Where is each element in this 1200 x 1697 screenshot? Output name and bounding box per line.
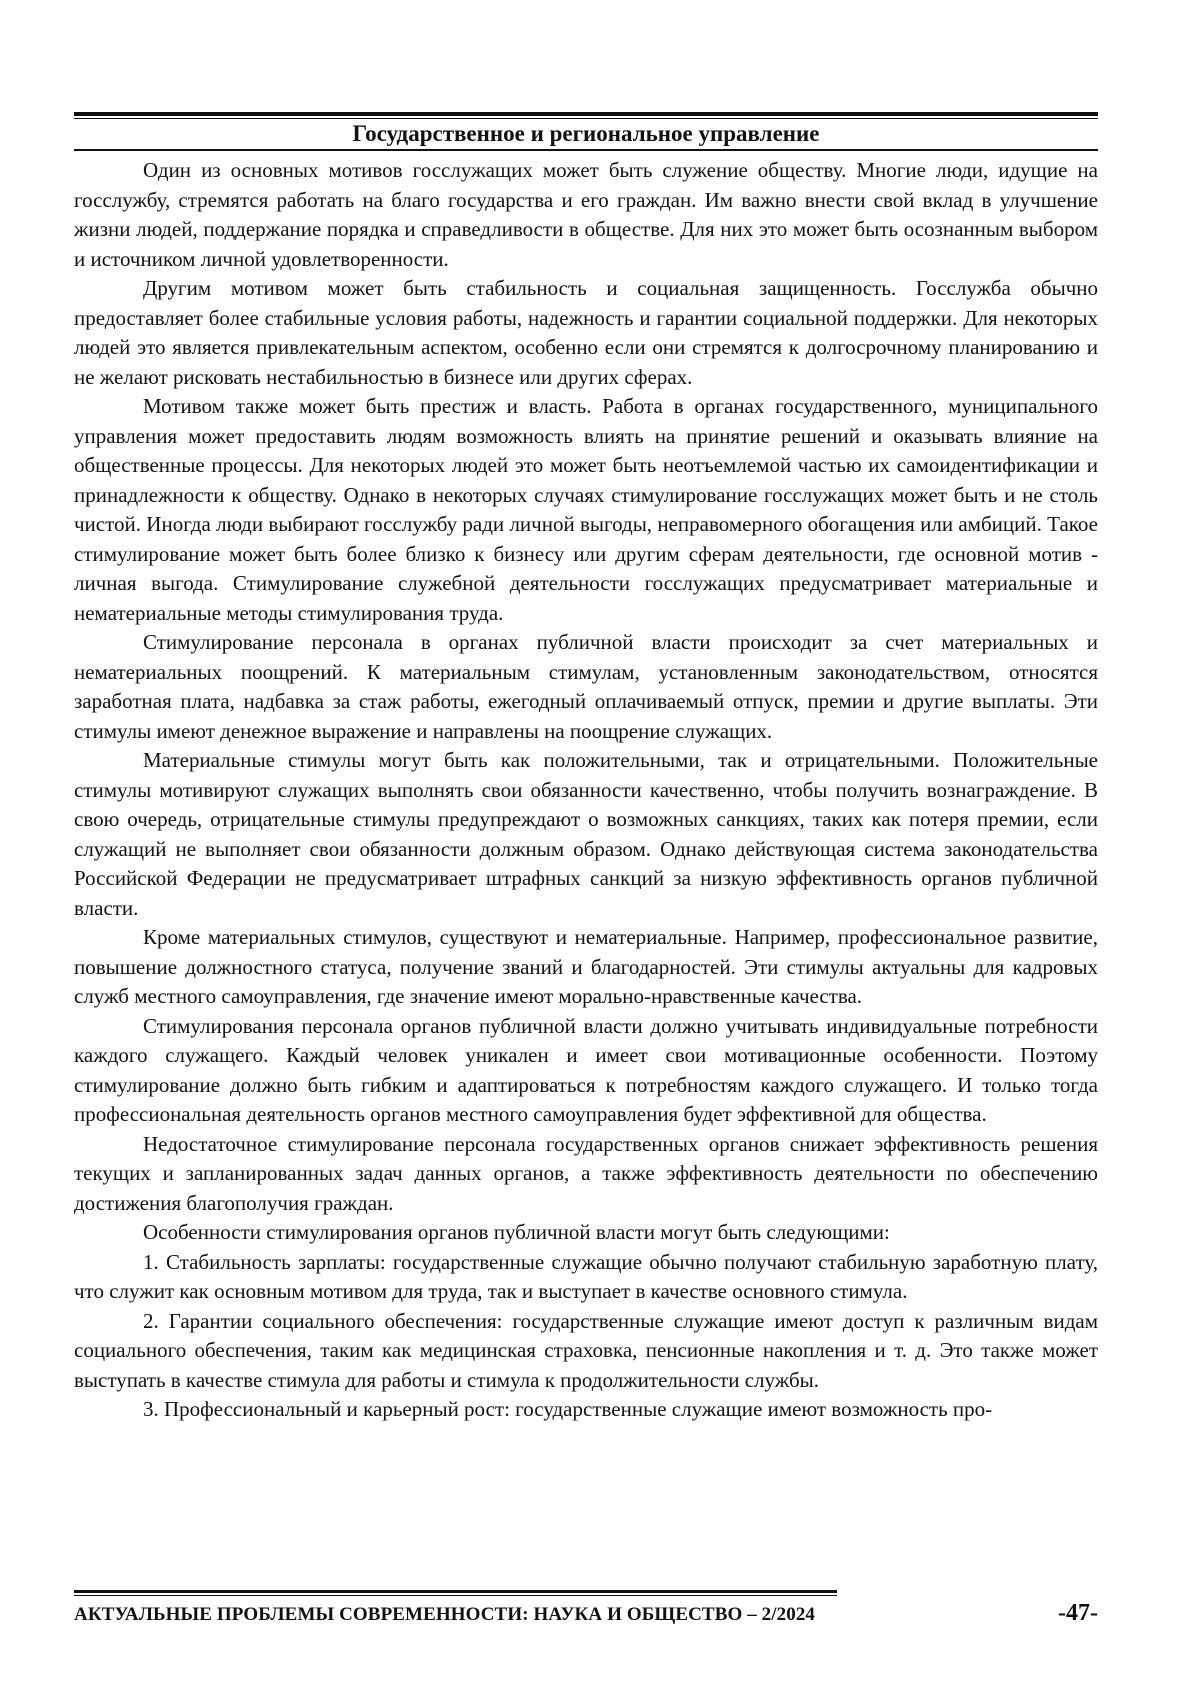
running-footer: [74, 1590, 1098, 1628]
article-body: [74, 156, 1098, 1425]
footer-rule-thin: [74, 1595, 837, 1596]
list-item: 2. Гарантии социального обеспечения: государственные служащие имеют доступ к различным видам социального обеспечения, таким как медицинская страховка, пенсионные накопления и т. д. Это также может выступать в качестве стимула для работы и стимула к продолжительности службы.: [74, 1308, 1098, 1392]
paragraph: Кроме материальных стимулов, существуют и нематериальные. Например, профессиональное развитие, повышение должностного статуса, получение званий и благодарностей. Эти стимулы актуальны для кадровых служб местного самоуправления, где значение имеют морально-нравственные качества.: [74, 925, 1098, 1008]
paragraph: Стимулирования персонала органов публичной власти должно учитывать индивидуальные потребности каждого служащего. Каждый человек уникален и имеет свои мотивационные особенности. Поэтому стимулирование должно быть гибким и адаптироваться к потребностям каждого служащего. И только тогда профессиональная деятельность органов местного самоуправления будет эффективной для общества.: [74, 1013, 1098, 1126]
footer-rules: [74, 1590, 837, 1596]
header-rule-thick: [74, 112, 1098, 116]
list-item: 1. Стабильность зарплаты: государственные служащие обычно получают стабильную заработную плату, что служит как основным мотивом для труда, так и выступает в качестве основного стимула.: [74, 1249, 1098, 1303]
section-title-underline: [74, 149, 1098, 151]
paragraph: Материальные стимулы могут быть как положительными, так и отрицательными. Положительные стимулы мотивируют служащих выполнять свои обязанности качественно, чтобы получить вознаграждение. В свою очередь, отрицательные стимулы предупреждают о возможных санкциях, таких как потеря премии, если служащий не выполняет свои обязанности должным образом. Однако действующая система законодательства Российской Федерации не предусматривает штрафных санкций за низкую эффективность органов публичной власти.: [74, 748, 1098, 920]
paragraph: Мотивом также может быть престиж и власть. Работа в органах государственного, муниципального управления может предоставить людям возможность влиять на принятие решений и оказывать влияние на общественные процессы. Для некоторых людей это может быть неотъемлемой частью их самоидентификации и принадлежности к обществу. Однако в некоторых случаях стимулирование госслужащих может быть и не столь чистой. Иногда люди выбирают госслужбу ради личной выгоды, неправомерного обогащения или амбиций. Такое стимулирование может быть более близко к бизнесу или другим сферам деятельности, где основной мотив - личная выгода. Стимулирование служебной деятельности госслужащих предусматривает материальные и нематериальные методы стимулирования труда.: [74, 394, 1098, 625]
paragraph: Стимулирование персонала в органах публичной власти происходит за счет материальных и нематериальных поощрений. К материальным стимулам, установленным законодательством, относятся заработная плата, надбавка за стаж работы, ежегодный оплачиваемый отпуск, премии и другие выплаты. Эти стимулы имеют денежное выражение и направлены на поощрение служащих.: [74, 630, 1098, 743]
paragraph: Один из основных мотивов госслужащих может быть служение обществу. Многие люди, идущие на госслужбу, стремятся работать на благо государства и его граждан. Им важно внести свой вклад в улучшение жизни людей, поддержание порядка и справедливости в обществе. Для них это может быть осознанным выбором и источником личной удовлетворенности.: [74, 158, 1098, 271]
section-title: Государственное и региональное управление: [352, 121, 820, 146]
footer-row: [74, 1600, 1098, 1628]
footer-rule-thick: [74, 1590, 837, 1593]
paragraph: Недостаточное стимулирование персонала государственных органов снижает эффективность решения текущих и запланированных задач данных органов, а также эффективность деятельности по обеспечению достижения благополучия граждан.: [74, 1131, 1098, 1215]
page-number: -47-: [1058, 1600, 1098, 1626]
running-header: [74, 112, 1098, 151]
journal-name: АКТУАЛЬНЫЕ ПРОБЛЕМЫ СОВРЕМЕННОСТИ: НАУКА И ОБЩЕСТВО – 2/2024: [74, 1604, 816, 1625]
paragraph: Другим мотивом может быть стабильность и социальная защищенность. Госслужба обычно предоставляет более стабильные условия работы, надежность и гарантии социальной поддержки. Для некоторых людей это является привлекательным аспектом, особенно если они стремятся к долгосрочному планированию и не желают рисковать нестабильностью в бизнесе или других сферах.: [74, 276, 1098, 389]
paragraph: Особенности стимулирования органов публичной власти могут быть следующими:: [143, 1220, 890, 1244]
list-item: 3. Профессиональный и карьерный рост: государственные служащие имеют возможность про-: [143, 1397, 993, 1421]
